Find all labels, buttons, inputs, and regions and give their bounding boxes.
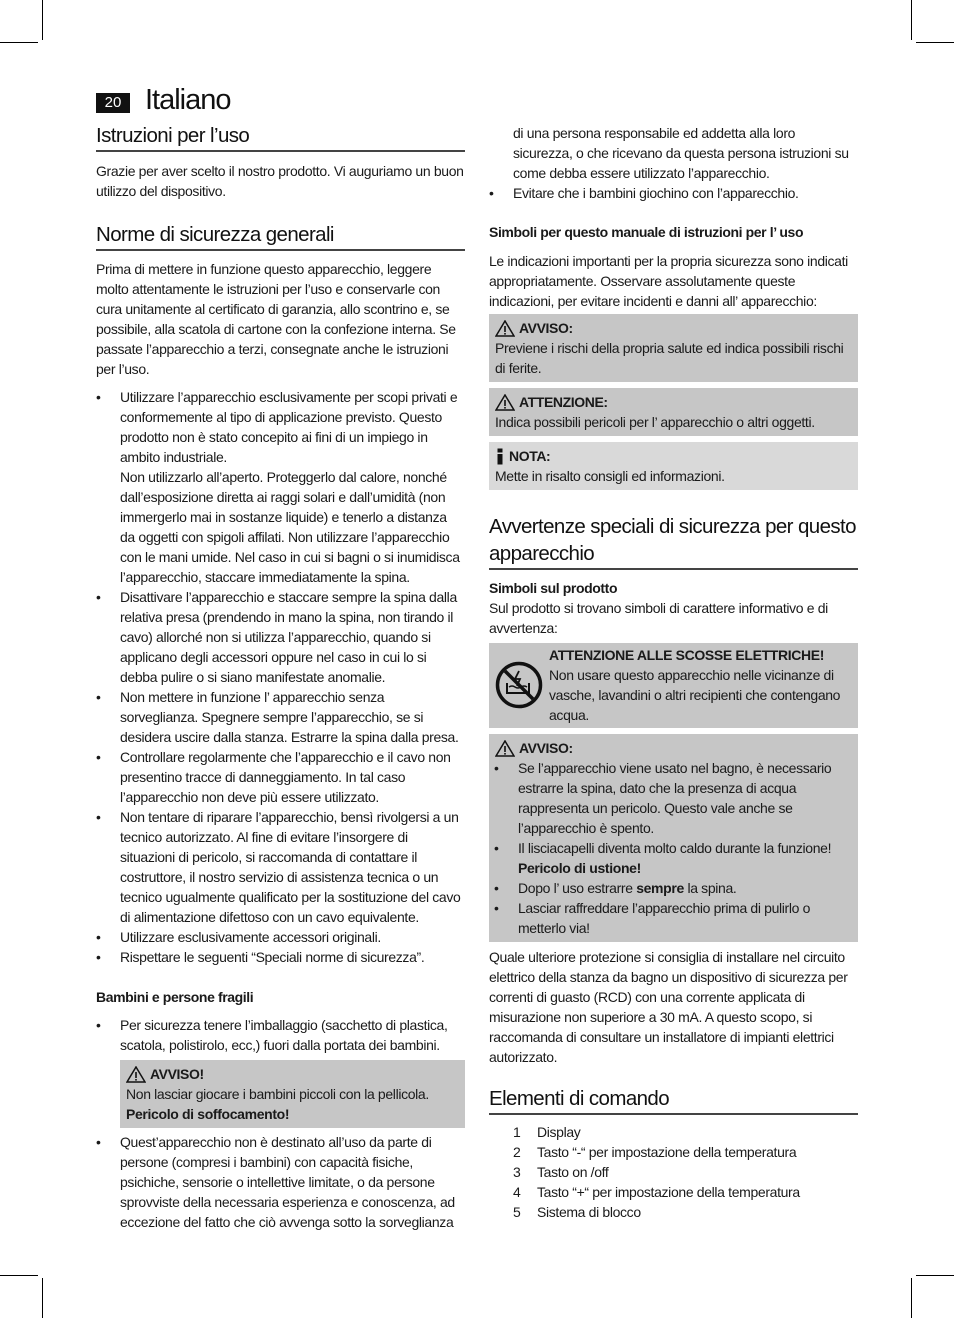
list-item: • Disattivare l’apparecchio e staccare sempre la spina dalla relativa presa (prendendo in mano la spina, non tirando il cavo) allorché non si utilizza l’apparecchio, quando si applicano degli accessori oppure nel caso in cui lo si debba pulire o si siano manifestate anomalie. — [96, 587, 465, 687]
shock-text: Non usare questo apparecchio nelle vicinanze di vasche, lavandini o altri recipienti che contengano acqua. — [549, 667, 841, 723]
avviso-label: AVVISO: — [519, 320, 573, 336]
warning-bold: Pericolo di soffocamento! — [126, 1106, 290, 1122]
crop-mark — [911, 0, 912, 40]
list-item: 2 Tasto “-“ per impostazione della temperatura — [513, 1144, 797, 1160]
list-item: • Controllare regolarmente che l’apparecchio e il cavo non presentino tracce di danneggiamento. In tal caso l’apparecchio non deve più essere utilizzato. — [96, 747, 465, 807]
list-item: • Utilizzare esclusivamente accessori originali. — [96, 927, 465, 947]
paragraph-sul-prodotto: Sul prodotto si trovano simboli di carattere informativo e di avvertenza: — [489, 600, 828, 636]
warning-box — [120, 1060, 465, 1128]
list-item: • Dopo l’ uso estrarre sempre la spina. — [489, 878, 852, 898]
heading-simboli-manuale: Simboli per questo manuale di istruzioni per l’ uso — [489, 224, 804, 240]
children-list-2 — [96, 1132, 465, 1232]
page-number: 20 — [96, 93, 130, 113]
nota-text: Mette in risalto consigli ed informazioni. — [495, 468, 725, 484]
list-item: 1 Display — [513, 1124, 581, 1140]
list-item: 4 Tasto “+“ per impostazione della temperatura — [513, 1184, 800, 1200]
warning-label: AVVISO! — [150, 1066, 204, 1082]
paragraph-indicazioni: Le indicazioni importanti per la propria sicurezza sono indicati appropriatamente. Osservare assolutamente queste indicazioni, per evitare incidenti e danni all’ apparecchio: — [489, 253, 848, 309]
list-item: • Quest’apparecchio non è destinato all’uso da parte di persone (compresi i bambini) con capacità fisiche, psichiche, sensorie o intellettive limitate, o da persone sprovviste della necessaria esperienza e conoscenza, ad eccezione del fatto che ciò avvenga sotto la sorveglianza — [96, 1132, 465, 1232]
safety-list — [96, 387, 465, 967]
heading-avvertenze: Avvertenze speciali di sicurezza per questo apparecchio — [489, 513, 858, 570]
crop-mark — [42, 0, 43, 40]
attenzione-text: Indica possibili pericoli per l’ apparecchio o altri oggetti. — [495, 414, 815, 430]
crop-mark — [0, 1275, 38, 1276]
list-item: • Non tentare di riparare l’apparecchio, bensì rivolgersi a un tecnico autorizzato. Al fine di evitare l’insorgere di situazioni di pericolo, si raccomanda di contattare il costruttore, il nostro servizio di assistenza tecnica o un tecnico ugualmente qualificato per la sostituzione del cavo di alimentazione difettoso con un cavo equivalente. — [96, 807, 465, 927]
paragraph-quale: Quale ulteriore protezione si consiglia di installare nel circuito elettrico della stanza da bagno un dispositivo di sicurezza per correnti di guasto (RCD) con una corrente applicata di misurazione non superiore a 30 mA. A questo scopo, si raccomanda di consultare un installatore di impianti elettrici autorizzato. — [489, 949, 848, 1065]
children-list-3 — [489, 183, 858, 203]
avviso2-box — [489, 734, 858, 942]
page-title: Italiano — [145, 84, 231, 116]
paragraph-prima: Prima di mettere in funzione questo apparecchio, leggere molto attentamente le istruzioni per l’uso e conservarle con cura unitamente al certificato di garanzia, allo scontrino e, se possibile, alla scatola di cartone con la confezione interna. Se passate l’apparecchio a terzi, consegnate anche le istruzioni per l’uso. — [96, 261, 456, 377]
info-icon — [495, 448, 505, 465]
warning-triangle-icon — [126, 1066, 146, 1083]
heading-norme: Norme di sicurezza generali — [96, 221, 465, 251]
list-item: • Lasciar raffreddare l’apparecchio prima di pulirlo o metterlo via! — [489, 898, 852, 938]
no-water-shock-icon — [495, 661, 543, 709]
warning-triangle-icon — [495, 740, 515, 757]
list-item: • Se l’apparecchio viene usato nel bagno, è necessario estrarre la spina, dato che la presenza di acqua rappresenta un pericolo. Questo vale anche se l’apparecchio è spento. — [489, 758, 852, 838]
list-item: • Il lisciacapelli diventa molto caldo durante la funzione! Pericolo di ustione! — [489, 838, 852, 878]
children-list — [96, 1015, 465, 1055]
attenzione-label: ATTENZIONE: — [519, 394, 608, 410]
controls-list — [489, 1122, 858, 1222]
warning-triangle-icon — [495, 320, 515, 337]
crop-mark — [42, 1278, 43, 1318]
heading-elementi: Elementi di comando — [489, 1085, 858, 1115]
list-item: • Utilizzare l’apparecchio esclusivamente per scopi privati e conformemente al tipo di applicazione previsto. Questo prodotto non è stato concepito ai fini di un impiego in ambito industriale. Non utilizzarlo all’aperto. Proteggerlo dal calore, nonché dall’esposizione diretta ai raggi solari e dall’umidità (non immergerlo mai in sostanze liquide) e tenerlo a distanza da oggetti con spigoli affilati. Non utilizzare l’apparecchio con le mani umide. Nel caso in cui si bagni o si inumidisca l’apparecchio, staccare immediatamente la spina. — [96, 387, 465, 587]
left-column — [96, 122, 465, 1232]
avviso2-list — [489, 758, 852, 938]
nota-box — [489, 442, 858, 490]
shock-box — [489, 643, 858, 728]
avviso2-label: AVVISO: — [519, 740, 573, 756]
intro-text: Grazie per aver scelto il nostro prodotto. Vi auguriamo un buon utilizzo del dispositivo. — [96, 163, 464, 199]
attenzione-box — [489, 388, 858, 436]
continued-text: di una persona responsabile ed addetta alla loro sicurezza, o che ricevano da questa persona istruzioni su come debba essere utilizzato l’apparecchio. — [513, 125, 849, 181]
heading-istruzioni: Istruzioni per l’uso — [96, 122, 465, 152]
avviso-box — [489, 314, 858, 382]
crop-mark — [0, 42, 38, 43]
right-column — [489, 123, 858, 1222]
nota-label: NOTA: — [509, 448, 551, 464]
heading-simboli-prodotto: Simboli sul prodotto — [489, 580, 618, 596]
list-item: • Rispettare le seguenti “Speciali norme di sicurezza”. — [96, 947, 465, 967]
avviso-text: Previene i rischi della propria salute ed indica possibili rischi di ferite. — [495, 340, 844, 376]
warning-text: Non lasciar giocare i bambini piccoli con la pellicola. — [126, 1086, 429, 1102]
crop-mark — [916, 42, 954, 43]
list-item: 3 Tasto on /off — [513, 1164, 609, 1180]
list-item: • Per sicurezza tenere l’imballaggio (sacchetto di plastica, scatola, polistirolo, ecc,) fuori dalla portata dei bambini. — [96, 1015, 465, 1055]
crop-mark — [911, 1278, 912, 1318]
heading-bambini: Bambini e persone fragili — [96, 989, 254, 1005]
list-item: • Non mettere in funzione l’ apparecchio senza sorveglianza. Spegnere sempre l’apparecchio, se si desidera uscire dalla stanza. Estrarre la spina dalla presa. — [96, 687, 465, 747]
shock-label: ATTENZIONE ALLE SCOSSE ELETTRICHE! — [549, 647, 825, 663]
crop-mark — [916, 1275, 954, 1276]
warning-triangle-icon — [495, 394, 515, 411]
list-item: • Evitare che i bambini giochino con l’apparecchio. — [489, 183, 858, 203]
list-item: 5 Sistema di blocco — [513, 1204, 641, 1220]
